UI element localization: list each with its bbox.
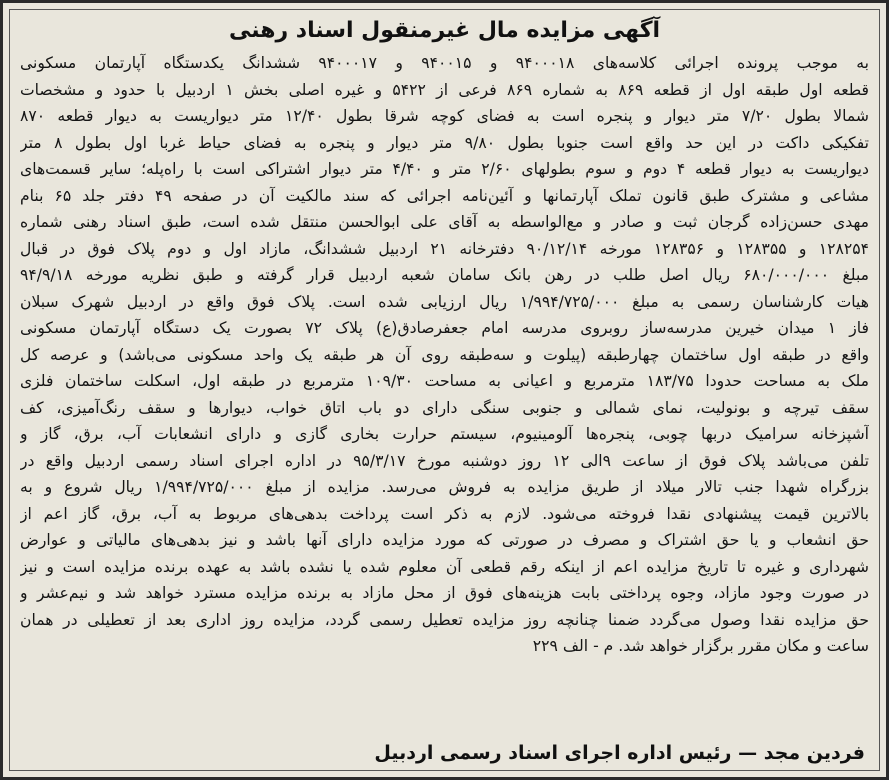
notice-frame: [9, 9, 880, 771]
body-line-14: سقف تیرچه و بونولیت، نمای شمالی و جنوبی سنگی دارای دو باب اتاق خواب، دیوارها و سقف رنگ‌آمیزی، کف: [20, 398, 869, 417]
body-line-20: شهرداری و غیره تا تاریخ مزایده اعم از اینکه رقم قطعی آن معلوم شده یا نشده باشد به عهده برنده مزایده است و نیز: [20, 557, 869, 576]
body-line-8: ۱۲۸۲۵۴ و ۱۲۸۳۵۵ و ۱۲۸۳۵۶ مورخه ۹۰/۱۲/۱۴ دفترخانه ۲۱ اردبیل ششدانگ، مازاد اول و دوم پلاک فوق در قبال: [20, 239, 869, 258]
body-line-23: ساعت و مکان مقرر برگزار خواهد شد. م - الف ۲۲۹: [532, 637, 869, 655]
body-line-22: حق مزایده نقدا وصول می‌گردد ضمنا چنانچه روز مزایده تعطیل رسمی گردد، مزایده روز اداری بعد از تعطیلی در همان: [20, 610, 869, 629]
notice-body: [20, 50, 869, 660]
body-line-17: بزرگراه شهدا جنب تالار میلاد از طریق مزایده به فروش می‌رسد. مزایده از مبلغ ۱/۹۹۴/۷۲۵/۰۰۰ ریال شروع و به: [20, 478, 869, 496]
body-line-12: واقع در طبقه اول ساختمان چهارطبقه (پیلوت و سه‌طبقه روی آن هر طبقه یک واحد مسکونی می‌باشد) و عرصه کل: [20, 345, 869, 364]
body-line-3: شمالا بطول ۷/۲۰ متر دیوار و پنجره است به فضای کوچه شرقا بطول ۱۲/۴۰ متر دیواریست به دیوار قطعه ۸۷۰: [20, 107, 869, 125]
body-line-15: آشپزخانه سرامیک دربها چوبی، پنجره‌ها آلومینیوم، سیستم حرارت بخاری گازی و دارای انشعابات آب، برق، گاز و: [20, 425, 869, 443]
body-line-10: هیات کارشناسان رسمی به مبلغ ۱/۹۹۴/۷۲۵/۰۰۰ ریال ارزیابی شده است. پلاک فوق واقع در اردبیل شهرک سبلان: [20, 292, 869, 311]
body-line-1: به موجب پرونده اجرائی کلاسه‌های ۹۴۰۰۰۱۸ و ۹۴۰۰۱۵ و ۹۴۰۰۰۱۷ ششدانگ یکدستگاه آپارتمان مسکونی: [20, 54, 869, 72]
body-line-9: مبلغ ۶۸۰/۰۰۰/۰۰۰ ریال اصل طلب در رهن بانک سامان شعبه اردبیل قرار گرفته و طبق نظریه مورخه ۹۴/۹/۱۸: [20, 266, 869, 284]
notice-title: آگهی مزایده مال غیرمنقول اسناد رهنی: [228, 18, 661, 43]
body-line-18: بالاترین قیمت پیشنهادی نقدا فروخته می‌شود. لازم به ذکر است پرداخت بدهی‌های مربوط به آب، برق، گاز اعم از: [20, 504, 869, 523]
body-line-2: قطعه اول طبقه اول از قطعه ۸۶۹ به شماره ۸۶۹ فرعی از ۵۴۲۲ و غیره اصلی بخش ۱ اردبیل با حدود و مشخصات: [20, 80, 869, 99]
body-line-19: حق انشعاب و یا حق اشتراک و مصرف در صورتی که مورد مزایده دارای آنها باشد و نیز بدهی‌های مالیاتی و عوارض: [20, 531, 869, 549]
body-line-6: مشاعی و مشترک طبق قانون تملک آپارتمانها و آئین‌نامه اجرائی که سند مالکیت آن در صفحه ۴۹ دفتر جلد ۶۵ بنام: [20, 186, 869, 205]
body-line-13: ملک به مساحت حدودا ۱۸۳/۷۵ مترمربع و اعیانی به مساحت ۱۰۹/۳۰ مترمربع در طبقه اول، اسکلت ساختمان فلزی: [20, 372, 869, 390]
body-line-5: دیواریست به دیوار قطعه ۴ دوم و سوم بطولهای ۲/۶۰ متر و ۴/۴۰ متر دیوار اشتراکی است با راه‌پله؛ سایر قسمت‌های: [20, 160, 869, 178]
body-line-16: تلفن می‌باشد پلاک فوق از ساعت ۹الی ۱۲ روز دوشنبه مورخ ۹۵/۳/۱۷ در اداره اجرای اسناد رسمی اردبیل واقع در: [20, 451, 869, 470]
body-line-7: مهدی حسن‌زاده گرجان ثبت و صادر و مع‌الواسطه به آقای علی ابوالحسن منتقل شده است، طبق اسناد رهنی شماره: [20, 213, 869, 231]
body-line-21: در صورت وجود مازاد، وجوه پرداختی بابت هزینه‌های فوق از محل مازاد به برنده مزایده مسترد خواهد شد و نیم‌عشر و: [20, 584, 869, 602]
notice-signature: فردین مجد — رئیس اداره اجرای اسناد رسمی اردبیل: [374, 742, 865, 764]
body-line-4: تفکیکی داکت در این حد واقع است جنوبا بطول ۹/۸۰ متر دیوار و پنجره به فضای حیاط غربا اول بطول ۸ متر: [20, 133, 869, 152]
body-line-11: فاز ۱ میدان خیرین مدرسه‌ساز روبروی مدرسه امام جعفرصادق(ع) پلاک ۷۲ بصورت یک دستگاه آپارتمان مسکونی: [20, 319, 869, 337]
